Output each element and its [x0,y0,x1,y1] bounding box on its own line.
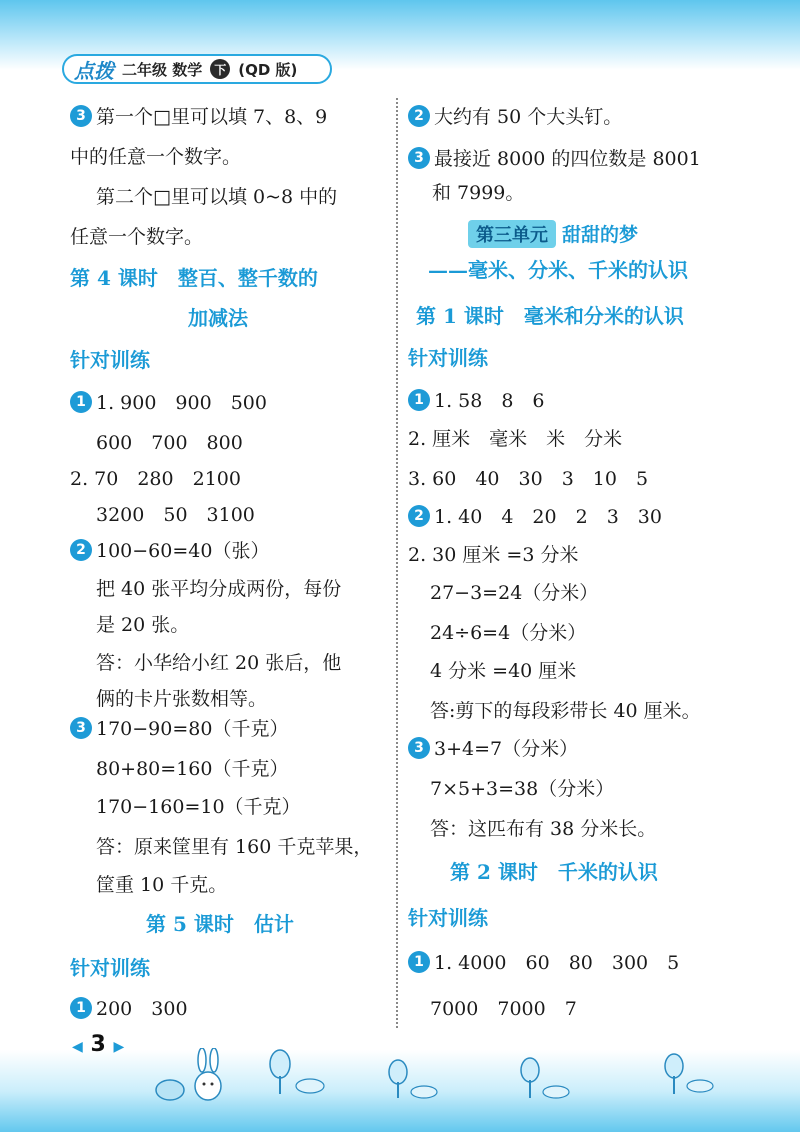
answer-line: 是 20 张。 [96,614,190,636]
column-divider [396,98,398,1028]
answer-line [408,102,622,129]
lesson-title: 第 4 课时 整百、整千数的 [70,266,318,290]
answer-line: 27−3=24（分米） [430,582,599,604]
header-grade-subject: 二年级 数学 [122,60,203,79]
answer-line: 600 700 800 [96,432,243,454]
page-number-text: 3 [90,1032,106,1057]
question-number-badge: 2 [408,105,430,127]
answer-text: 3+4=7（分米） [434,738,579,760]
answer-text: 1. 58 8 6 [434,390,545,412]
answer-line [70,388,267,415]
answer-line: 80+80=160（千克） [96,758,289,780]
answer-text: 最接近 8000 的四位数是 8001 [434,148,701,170]
answer-line [408,502,662,529]
answer-line [70,536,269,563]
answer-text: 1. 4000 60 80 300 5 [434,952,680,974]
practice-heading: 针对训练 [70,348,150,372]
practice-heading: 针对训练 [70,956,150,980]
answer-line: 俩的卡片张数相等。 [96,688,268,710]
tree-illustration-icon [662,1052,722,1098]
answer-line [70,994,188,1021]
answer-line [70,102,327,129]
answer-line: 24÷6=4（分米） [430,622,587,644]
lesson-title: 加减法 [188,306,248,330]
bunny-illustration-icon [150,1048,240,1108]
answer-line: 2. 30 厘米 =3 分米 [408,544,579,566]
grade-badge: 下 [210,59,230,79]
question-number-badge: 3 [70,717,92,739]
answer-text: 200 300 [96,998,188,1020]
page-number [72,1032,124,1057]
answer-line: 答：这匹布有 38 分米长。 [430,818,657,840]
unit-subtitle: ——毫米、分米、千米的认识 [428,258,688,282]
answer-text: 170−90=80（千克） [96,718,289,740]
next-arrow-icon: ▶ [113,1039,125,1055]
lesson-title: 第 5 课时 估计 [146,912,294,936]
answer-line [408,948,679,975]
answer-line: 第二个□里可以填 0~8 中的 [96,186,338,208]
tree-illustration-icon [266,1048,336,1098]
question-number-badge: 2 [408,505,430,527]
practice-heading: 针对训练 [408,346,488,370]
prev-arrow-icon: ◀ [72,1039,83,1055]
unit-badge: 第三单元 [468,220,556,248]
edition-label: (QD 版) [238,60,298,79]
answer-line: 3. 60 40 30 3 10 5 [408,468,649,490]
answer-line [408,386,545,413]
answer-text: 1. 40 4 20 2 3 30 [434,506,662,528]
answer-line: 把 40 张平均分成两份，每份 [96,578,342,600]
lesson-title: 第 2 课时 千米的认识 [450,860,658,884]
brand-logo: 点拨 [74,58,114,83]
question-number-badge: 1 [408,389,430,411]
question-number-badge: 3 [408,737,430,759]
answer-line: 2. 70 280 2100 [70,468,241,490]
unit-name: 甜甜的梦 [562,224,639,246]
question-number-badge: 3 [70,105,92,127]
book-header [62,54,332,84]
answer-line [408,734,578,761]
answer-line: 任意一个数字。 [70,226,204,248]
question-number-badge: 1 [70,391,92,413]
answer-line: 和 7999。 [432,182,525,204]
answer-text: 1. 900 900 500 [96,392,267,414]
answer-line: 3200 50 3100 [96,504,255,526]
answer-line: 筐重 10 千克。 [96,874,228,896]
answer-line: 2. 厘米 毫米 米 分米 [408,428,623,450]
tree-illustration-icon [518,1056,578,1102]
question-number-badge: 1 [408,951,430,973]
practice-heading: 针对训练 [408,906,488,930]
answer-line: 7×5+3=38（分米） [430,778,615,800]
answer-line: 4 分米 =40 厘米 [430,660,577,682]
answer-line: 7000 7000 7 [430,998,577,1020]
answer-line [408,144,701,171]
question-number-badge: 2 [70,539,92,561]
question-number-badge: 3 [408,147,430,169]
question-number-badge: 1 [70,997,92,1019]
lesson-title: 第 1 课时 毫米和分米的认识 [416,304,684,328]
answer-line: 中的任意一个数字。 [70,146,242,168]
answer-line [70,714,288,741]
unit-heading [468,220,638,248]
tree-illustration-icon [386,1058,446,1102]
answer-text: 大约有 50 个大头钉。 [434,106,623,128]
answer-text: 第一个□里可以填 7、8、9 [96,106,328,128]
answer-line: 答：原来筐里有 160 千克苹果， [96,836,373,858]
answer-line: 答：小华给小红 20 张后，他 [96,652,342,674]
answer-line: 答:剪下的每段彩带长 40 厘米。 [430,700,701,722]
answer-line: 170−160=10（千克） [96,796,301,818]
answer-text: 100−60=40（张） [96,540,270,562]
